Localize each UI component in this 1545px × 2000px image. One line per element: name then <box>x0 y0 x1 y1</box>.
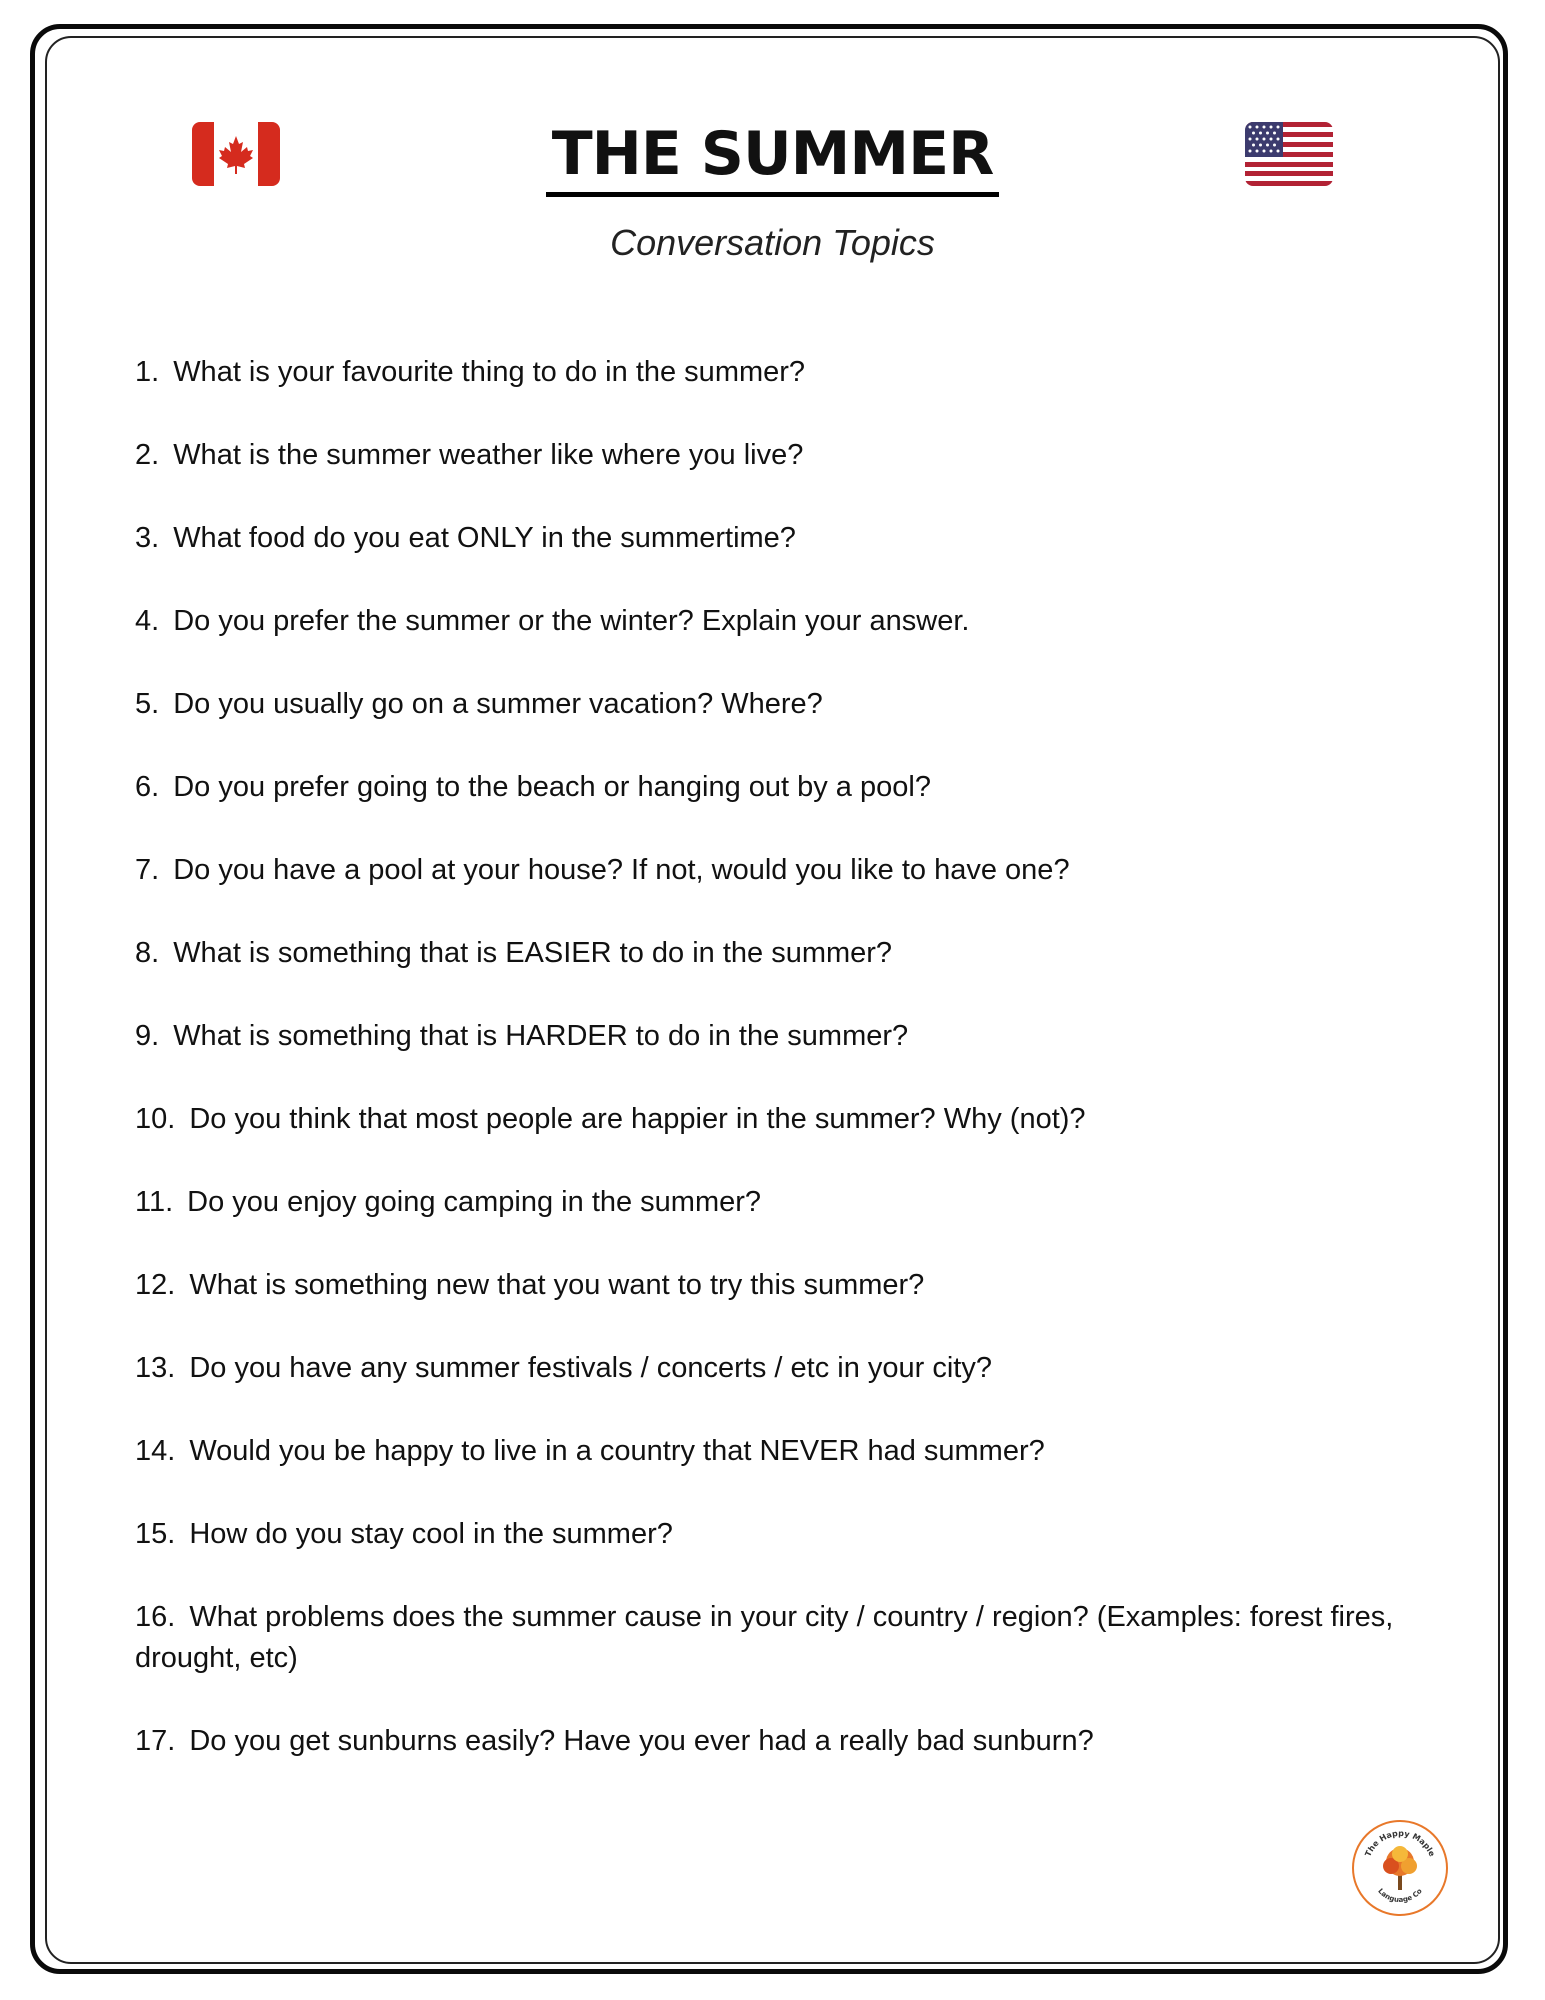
question-text: What food do you eat ONLY in the summertime? <box>173 522 796 554</box>
question-number: 12. <box>135 1269 176 1301</box>
page-title-text: THE SUMMER <box>546 118 1000 197</box>
question-number: 14. <box>135 1435 176 1467</box>
question-list <box>135 352 1415 1804</box>
page-subtitle: Conversation Topics <box>610 222 935 263</box>
question-number: 16. <box>135 1601 176 1633</box>
question-item <box>135 1016 1415 1099</box>
question-number: 6. <box>135 771 160 803</box>
question-text: Do you have any summer festivals / concerts / etc in your city? <box>189 1352 992 1384</box>
question-item <box>135 684 1415 767</box>
question-text: Do you have a pool at your house? If not, would you like to have one? <box>173 854 1070 886</box>
question-number: 4. <box>135 605 160 637</box>
question-item <box>135 1514 1415 1597</box>
question-number: 1. <box>135 356 160 388</box>
question-text: Do you prefer going to the beach or hanging out by a pool? <box>173 771 931 803</box>
question-text: Do you prefer the summer or the winter? Explain your answer. <box>173 605 970 637</box>
question-number: 8. <box>135 937 160 969</box>
question-item <box>135 1431 1415 1514</box>
question-number: 2. <box>135 439 160 471</box>
question-item <box>135 850 1415 933</box>
question-item <box>135 933 1415 1016</box>
logo-top-text: The Happy Maple <box>1363 1828 1437 1858</box>
question-item <box>135 1348 1415 1431</box>
question-item <box>135 1597 1415 1721</box>
question-number: 11. <box>135 1186 174 1218</box>
question-number: 17. <box>135 1725 176 1757</box>
question-text: What is your favourite thing to do in the summer? <box>173 356 806 388</box>
question-text: How do you stay cool in the summer? <box>189 1518 673 1550</box>
question-text: Do you think that most people are happier in the summer? Why (not)? <box>189 1103 1086 1135</box>
question-text: Do you usually go on a summer vacation? Where? <box>173 688 823 720</box>
question-item <box>135 1265 1415 1348</box>
question-number: 15. <box>135 1518 176 1550</box>
question-text: What is the summer weather like where you live? <box>173 439 804 471</box>
logo-bottom-text: Language Co <box>1376 1887 1424 1905</box>
question-item <box>135 435 1415 518</box>
question-item <box>135 352 1415 435</box>
question-item <box>135 1099 1415 1182</box>
question-item <box>135 1721 1415 1804</box>
question-text: Do you get sunburns easily? Have you ever had a really bad sunburn? <box>189 1725 1094 1757</box>
usa-flag-icon <box>1245 122 1333 186</box>
question-item <box>135 518 1415 601</box>
question-number: 10. <box>135 1103 176 1135</box>
question-item <box>135 601 1415 684</box>
question-text: Do you enjoy going camping in the summer? <box>187 1186 762 1218</box>
question-number: 5. <box>135 688 160 720</box>
question-text: What problems does the summer cause in your city / country / region? (Examples: forest fires, drought, etc) <box>135 1601 1394 1674</box>
question-text: What is something that is EASIER to do in the summer? <box>173 937 893 969</box>
question-item <box>135 767 1415 850</box>
question-number: 7. <box>135 854 160 886</box>
question-number: 13. <box>135 1352 176 1384</box>
question-item <box>135 1182 1415 1265</box>
maple-tree-logo-icon <box>1350 1818 1450 1918</box>
question-text: Would you be happy to live in a country that NEVER had summer? <box>189 1435 1045 1467</box>
question-text: What is something new that you want to try this summer? <box>189 1269 925 1301</box>
question-number: 3. <box>135 522 160 554</box>
question-text: What is something that is HARDER to do in the summer? <box>173 1020 909 1052</box>
question-number: 9. <box>135 1020 160 1052</box>
